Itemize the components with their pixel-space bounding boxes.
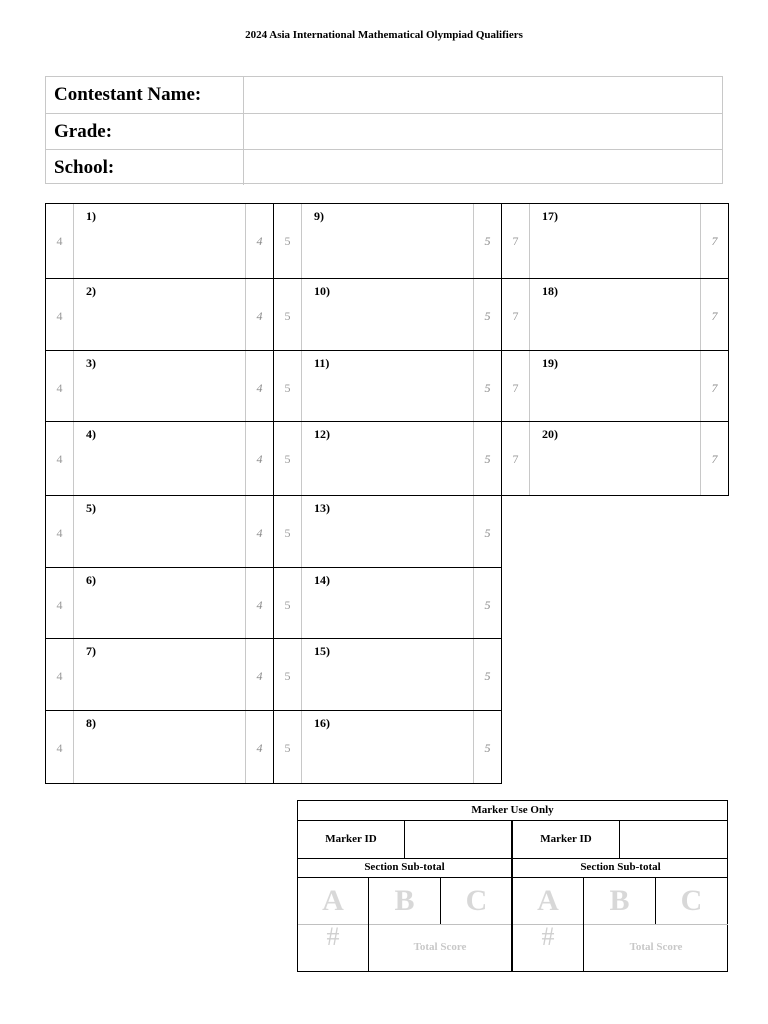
points-left: 4 [56,526,63,540]
question-number: 10) [314,284,330,298]
points-right: 5 [484,669,491,683]
points-right: 7 [711,452,718,466]
column-c-label: C [465,884,488,917]
points-left: 7 [512,452,519,466]
school-label: School: [46,150,244,185]
points-right: 5 [484,452,491,466]
grade-row [46,113,722,149]
points-left: 5 [284,452,291,466]
question-number: 13) [314,501,330,515]
points-right: 4 [256,452,263,466]
total-score-row [298,924,511,971]
question-number: 6) [86,573,96,587]
section-abc-row [298,877,511,925]
total-score-label: Total Score [629,941,683,953]
marker-section-2 [513,820,728,971]
question-cell[interactable] [273,495,502,568]
section-subtotal-label: Section Sub-total [513,858,728,878]
points-right: 5 [484,234,491,248]
question-number: 5) [86,501,96,515]
question-cell[interactable] [501,203,729,279]
points-left: 7 [512,309,519,323]
points-left: 4 [56,234,63,248]
question-number: 7) [86,644,96,658]
section-abc-row [513,877,728,925]
contestant-name-row [46,77,722,113]
question-cell[interactable] [45,203,274,279]
question-number: 9) [314,209,324,223]
points-right: 4 [256,381,263,395]
grade-label: Grade: [46,114,244,149]
grade-field[interactable] [244,114,722,149]
school-row [46,149,722,185]
contestant-name-label: Contestant Name: [46,77,244,113]
question-number: 2) [86,284,96,298]
points-left: 5 [284,234,291,248]
points-left: 4 [56,669,63,683]
points-left: 7 [512,381,519,395]
points-right: 4 [256,741,263,755]
question-number: 12) [314,427,330,441]
column-a-label: A [513,877,584,924]
marker-id-row [513,820,728,859]
section-subtotal-label: Section Sub-total [298,858,511,878]
points-left: 5 [284,741,291,755]
marker-box [297,800,728,972]
points-left: 4 [56,598,63,612]
question-number: 1) [86,209,96,223]
question-cell[interactable] [273,421,502,496]
question-number: 20) [542,427,558,441]
column-b-label: B [584,877,656,924]
question-number: 4) [86,427,96,441]
points-left: 7 [512,234,519,248]
question-cell[interactable] [501,278,729,351]
school-field[interactable] [244,150,722,185]
points-left: 4 [56,741,63,755]
points-left: 5 [284,669,291,683]
question-cell[interactable] [45,350,274,422]
points-right: 4 [256,309,263,323]
question-cell[interactable] [273,710,502,784]
question-cell[interactable] [273,638,502,711]
points-left: 5 [284,309,291,323]
question-number: 16) [314,716,330,730]
marker-section-1 [298,820,513,971]
contestant-info-table [45,76,723,184]
question-cell[interactable] [501,350,729,422]
points-right: 5 [484,741,491,755]
marker-id-label: Marker ID [298,820,405,858]
points-left: 5 [284,381,291,395]
column-a-label: A [298,877,369,924]
column-c-label: C [680,884,703,917]
points-right: 7 [711,234,718,248]
points-left: 4 [56,452,63,466]
points-right: 4 [256,669,263,683]
question-cell[interactable] [45,710,274,784]
column-b-label: B [369,877,441,924]
page-title: 2024 Asia International Mathematical Olympiad Qualifiers [245,29,523,41]
points-left: 5 [284,598,291,612]
points-right: 5 [484,598,491,612]
points-right: 5 [484,526,491,540]
question-number: 18) [542,284,558,298]
hash-label: # [513,924,584,971]
points-left: 5 [284,526,291,540]
marker-id-label: Marker ID [513,820,620,858]
question-number: 19) [542,356,558,370]
question-cell[interactable] [273,567,502,639]
points-right: 5 [484,381,491,395]
question-number: 3) [86,356,96,370]
question-number: 15) [314,644,330,658]
question-cell[interactable] [45,278,274,351]
question-number: 11) [314,356,330,370]
question-number: 14) [314,573,330,587]
question-cell[interactable] [273,350,502,422]
hash-label: # [298,924,369,971]
points-right: 4 [256,526,263,540]
question-number: 17) [542,209,558,223]
marker-title: Marker Use Only [298,801,727,821]
points-right: 7 [711,381,718,395]
points-right: 5 [484,309,491,323]
marker-id-row [298,820,511,859]
question-number: 8) [86,716,96,730]
points-right: 4 [256,598,263,612]
question-cell[interactable] [45,421,274,496]
points-right: 7 [711,309,718,323]
points-left: 4 [56,381,63,395]
question-cell[interactable] [45,638,274,711]
question-cell[interactable] [501,421,729,496]
question-cell[interactable] [45,495,274,568]
points-right: 4 [256,234,263,248]
question-cell[interactable] [273,278,502,351]
total-score-row [513,924,728,971]
contestant-name-field[interactable] [244,77,722,113]
question-cell[interactable] [273,203,502,279]
question-cell[interactable] [45,567,274,639]
total-score-label: Total Score [413,941,467,953]
points-left: 4 [56,309,63,323]
